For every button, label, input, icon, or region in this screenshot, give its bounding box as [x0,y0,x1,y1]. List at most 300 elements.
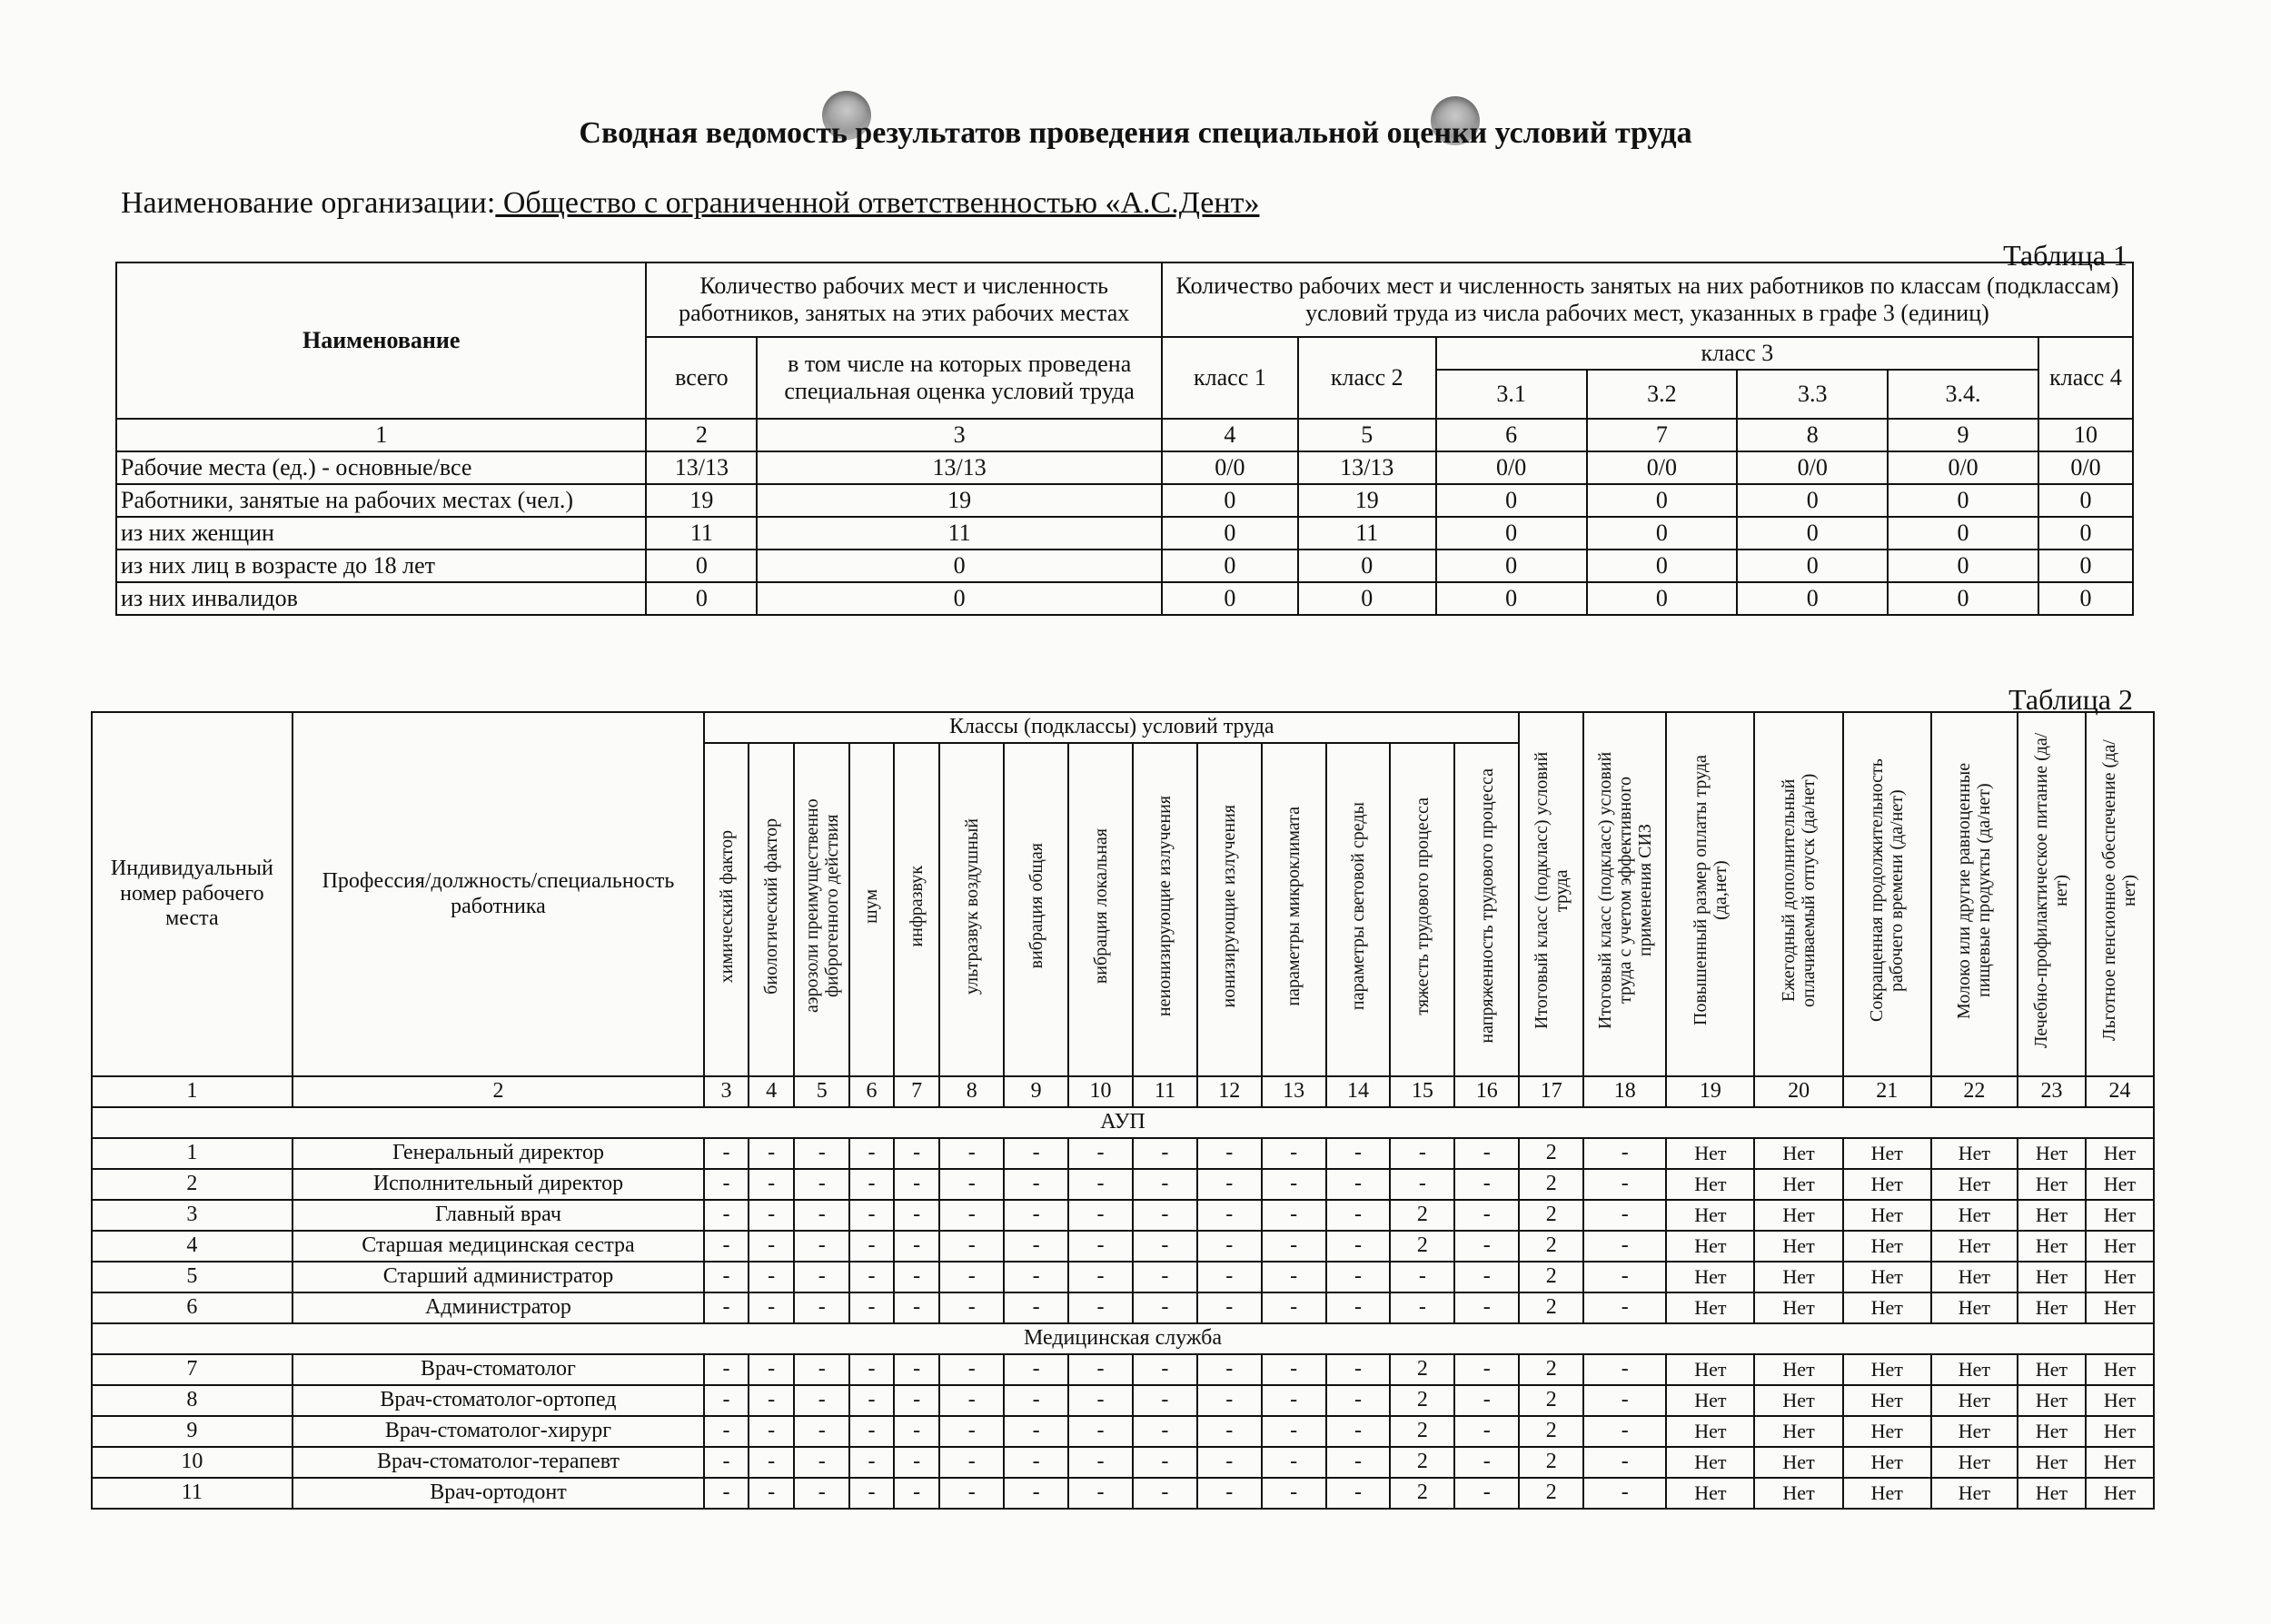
guarantee-cell: Нет [2018,1354,2086,1385]
t1-column-number: 3 [757,419,1162,451]
factor-class-cell: - [1262,1354,1326,1385]
factor-class-cell: 2 [1390,1478,1454,1509]
table-row [92,1200,2154,1231]
t1-row-name: из них женщин [116,517,646,550]
factor-class-cell: - [1004,1169,1068,1200]
factor-class-cell: - [704,1416,749,1447]
t2-header-extra: Сокращенная продолжительность рабочего времени (да/нет) [1843,712,1931,1076]
t2-column-number: 1 [92,1076,293,1107]
t1-cell: 13/13 [757,451,1162,484]
factor-class-cell: - [749,1416,795,1447]
factor-class-cell: 2 [1390,1231,1454,1262]
factor-class-cell: - [704,1478,749,1509]
t1-cell: 0 [2038,582,2133,615]
table-row [92,1292,2154,1323]
factor-class-cell: - [704,1292,749,1323]
t2-header-extra: Лечебно-профилактическое питание (да/нет) [2018,712,2086,1076]
factor-class-cell: - [794,1138,849,1169]
t1-cell: 11 [646,517,757,550]
t1-cell: 0 [1298,582,1436,615]
organization-label: Наименование организации: [121,186,496,220]
factor-class-cell: - [1390,1262,1454,1292]
factor-class-cell: - [1262,1169,1326,1200]
factor-class-cell: - [794,1169,849,1200]
factor-class-cell: - [894,1385,940,1416]
t1-cell: 0 [2038,517,2133,550]
workplace-id: 10 [92,1447,293,1478]
guarantee-cell: Нет [1843,1138,1931,1169]
factor-class-cell: 2 [1390,1447,1454,1478]
profession-name: Администратор [293,1292,705,1323]
table-row [116,451,2133,484]
guarantee-cell: Нет [2086,1138,2154,1169]
t1-row-name: Рабочие места (ед.) - основные/все [116,451,646,484]
factor-class-cell: - [1326,1200,1391,1231]
workplace-id: 2 [92,1169,293,1200]
final-class-siz-cell: - [1583,1169,1666,1200]
t2-header-final-siz: Итоговый класс (подкласс) условий труда с учетом эффективного применения СИЗ [1583,712,1666,1076]
final-class-siz-cell: - [1583,1354,1666,1385]
factor-class-cell: - [939,1385,1004,1416]
table2-label: Таблица 2 [2008,683,2133,716]
guarantee-cell: Нет [2086,1262,2154,1292]
t1-cell: 0 [1737,550,1888,582]
guarantee-cell: Нет [1754,1354,1842,1385]
guarantee-cell: Нет [2086,1447,2154,1478]
guarantee-cell: Нет [2018,1138,2086,1169]
guarantee-cell: Нет [1931,1292,2018,1323]
guarantee-cell: Нет [1666,1231,1754,1262]
t2-column-number: 7 [894,1076,940,1107]
final-class-siz-cell: - [1583,1231,1666,1262]
t1-cell: 0 [1888,517,2038,550]
t2-header-id: Индивидуальный номер рабочего места [92,712,293,1076]
factor-class-cell: - [939,1200,1004,1231]
factor-class-cell: - [1197,1416,1262,1447]
factor-class-cell: - [894,1416,940,1447]
factor-class-cell: - [749,1231,795,1262]
factor-class-cell: - [1197,1292,1262,1323]
factor-class-cell: - [794,1200,849,1231]
t1-cell: 19 [757,484,1162,517]
section-title: АУП [92,1107,2154,1138]
t2-header-extra: Ежегодный дополнительный оплачиваемый отпуск (да/нет) [1754,712,1842,1076]
factor-class-cell: - [704,1447,749,1478]
factor-class-cell: - [1133,1292,1197,1323]
factor-class-cell: - [749,1478,795,1509]
final-class-cell: 2 [1519,1169,1583,1200]
final-class-siz-cell: - [1583,1292,1666,1323]
t1-cell: 0 [1888,484,2038,517]
table-row [92,1231,2154,1262]
factor-class-cell: - [1133,1416,1197,1447]
table-row [92,1385,2154,1416]
t2-column-number: 20 [1754,1076,1842,1107]
t1-cell: 0 [646,550,757,582]
workplaces-table [91,711,2155,1510]
factor-class-cell: - [849,1385,894,1416]
t1-column-number: 6 [1436,419,1587,451]
final-class-siz-cell: - [1583,1262,1666,1292]
table-row [92,1416,2154,1447]
factor-class-cell: - [1326,1447,1391,1478]
t1-cell: 0 [1587,550,1738,582]
guarantee-cell: Нет [1931,1416,2018,1447]
t1-cell: 0 [1298,550,1436,582]
factor-class-cell: - [1197,1447,1262,1478]
profession-name: Старший администратор [293,1262,705,1292]
factor-class-cell: - [1454,1231,1519,1262]
factor-class-cell: - [1326,1292,1391,1323]
factor-class-cell: - [894,1138,940,1169]
guarantee-cell: Нет [1843,1478,1931,1509]
t1-header-sub: 3.2 [1587,370,1738,419]
factor-class-cell: - [849,1169,894,1200]
t2-header-factor: аэрозоли преимущественно фиброгенного действия [794,743,849,1076]
t1-header-classes: Количество рабочих мест и численность занятых на них работников по классам (подклассам) условий труда из числа рабочих мест, указанных в графе 3 (единиц) [1162,262,2133,337]
factor-class-cell: - [704,1169,749,1200]
factor-class-cell: - [1068,1169,1133,1200]
factor-class-cell: - [704,1354,749,1385]
factor-class-cell: - [1326,1169,1391,1200]
t1-column-number: 9 [1888,419,2038,451]
t1-row-name: из них инвалидов [116,582,646,615]
t2-header-factor: ультразвук воздушный [939,743,1004,1076]
factor-class-cell: - [1262,1385,1326,1416]
guarantee-cell: Нет [1754,1262,1842,1292]
guarantee-cell: Нет [2018,1262,2086,1292]
workplace-id: 11 [92,1478,293,1509]
guarantee-cell: Нет [1754,1447,1842,1478]
factor-class-cell: - [1326,1478,1391,1509]
factor-class-cell: - [894,1292,940,1323]
t2-header-factor: вибрация общая [1004,743,1068,1076]
guarantee-cell: Нет [2086,1385,2154,1416]
factor-class-cell: - [794,1447,849,1478]
factor-class-cell: - [939,1262,1004,1292]
guarantee-cell: Нет [1843,1200,1931,1231]
guarantee-cell: Нет [2018,1447,2086,1478]
workplace-id: 9 [92,1416,293,1447]
t1-cell: 0 [757,582,1162,615]
t2-column-number: 21 [1843,1076,1931,1107]
t1-cell: 0 [2038,484,2133,517]
t1-cell: 0 [646,582,757,615]
t1-cell: 0/0 [1587,451,1738,484]
factor-class-cell: - [849,1292,894,1323]
factor-class-cell: - [794,1231,849,1262]
final-class-siz-cell: - [1583,1416,1666,1447]
factor-class-cell: - [1454,1416,1519,1447]
table-row [92,1169,2154,1200]
t1-cell: 0 [1737,484,1888,517]
t1-header-sub: 3.1 [1436,370,1587,419]
guarantee-cell: Нет [1843,1169,1931,1200]
factor-class-cell: - [1004,1354,1068,1385]
workplace-id: 3 [92,1200,293,1231]
t2-column-number: 14 [1326,1076,1391,1107]
t2-column-number: 18 [1583,1076,1666,1107]
guarantee-cell: Нет [2086,1416,2154,1447]
t2-column-number: 23 [2018,1076,2086,1107]
factor-class-cell: - [704,1231,749,1262]
t1-cell: 0 [1436,517,1587,550]
factor-class-cell: - [849,1354,894,1385]
factor-class-cell: - [1197,1231,1262,1262]
t2-header-extra: Льготное пенсионное обеспечение (да/нет) [2086,712,2154,1076]
t1-cell: 0 [1888,550,2038,582]
t2-column-number: 11 [1133,1076,1197,1107]
table-row [116,582,2133,615]
factor-class-cell: - [1326,1138,1391,1169]
t2-header-factor: параметры световой среды [1326,743,1391,1076]
factor-class-cell: - [749,1169,795,1200]
guarantee-cell: Нет [1666,1416,1754,1447]
factor-class-cell: - [749,1138,795,1169]
t1-header-assessed: в том числе на которых проведена специальная оценка условий труда [757,337,1162,419]
workplace-id: 8 [92,1385,293,1416]
guarantee-cell: Нет [1666,1447,1754,1478]
guarantee-cell: Нет [2018,1416,2086,1447]
factor-class-cell: - [1133,1447,1197,1478]
t2-header-factor: ионизирующие излучения [1197,743,1262,1076]
final-class-cell: 2 [1519,1416,1583,1447]
section-row [92,1323,2154,1354]
factor-class-cell: - [1004,1416,1068,1447]
factor-class-cell: - [749,1447,795,1478]
section-title: Медицинская служба [92,1323,2154,1354]
final-class-cell: 2 [1519,1354,1583,1385]
factor-class-cell: - [1262,1138,1326,1169]
t2-column-number: 19 [1666,1076,1754,1107]
t1-header-sub: 3.4. [1888,370,2038,419]
factor-class-cell: - [1068,1447,1133,1478]
t1-cell: 19 [1298,484,1436,517]
final-class-siz-cell: - [1583,1138,1666,1169]
t1-header-class3: класс 3 [1436,337,2038,370]
guarantee-cell: Нет [1843,1292,1931,1323]
factor-class-cell: - [849,1416,894,1447]
factor-class-cell: - [704,1385,749,1416]
guarantee-cell: Нет [1666,1200,1754,1231]
t1-column-number: 2 [646,419,757,451]
factor-class-cell: - [894,1169,940,1200]
factor-class-cell: - [849,1262,894,1292]
factor-class-cell: - [939,1231,1004,1262]
t2-column-number: 17 [1519,1076,1583,1107]
guarantee-cell: Нет [2018,1231,2086,1262]
t2-column-number: 15 [1390,1076,1454,1107]
factor-class-cell: - [939,1292,1004,1323]
t2-header-factor: параметры микроклимата [1262,743,1326,1076]
factor-class-cell: - [1454,1200,1519,1231]
t2-header-factor: вибрация локальная [1068,743,1133,1076]
t2-header-extra: Повышенный размер оплаты труда (да,нет) [1666,712,1754,1076]
factor-class-cell: - [1326,1354,1391,1385]
table-row [92,1478,2154,1509]
factor-class-cell: - [1004,1200,1068,1231]
factor-class-cell: 2 [1390,1200,1454,1231]
factor-class-cell: - [794,1416,849,1447]
profession-name: Старшая медицинская сестра [293,1231,705,1262]
t1-cell: 11 [1298,517,1436,550]
factor-class-cell: - [1262,1478,1326,1509]
factor-class-cell: - [794,1292,849,1323]
t2-column-number: 8 [939,1076,1004,1107]
factor-class-cell: - [849,1447,894,1478]
t2-column-number: 6 [849,1076,894,1107]
factor-class-cell: - [849,1200,894,1231]
guarantee-cell: Нет [1666,1354,1754,1385]
t1-column-number: 8 [1737,419,1888,451]
factor-class-cell: - [749,1200,795,1231]
final-class-cell: 2 [1519,1478,1583,1509]
guarantee-cell: Нет [2018,1385,2086,1416]
t2-header-extra: Молоко или другие равноценные пищевые продукты (да/нет) [1931,712,2018,1076]
t1-cell: 0 [1587,517,1738,550]
t1-header-name: Наименование [116,262,646,419]
factor-class-cell: - [1326,1416,1391,1447]
t1-header-sub: 3.3 [1737,370,1888,419]
factor-class-cell: - [939,1169,1004,1200]
workplace-id: 1 [92,1138,293,1169]
t1-header-class2: класс 2 [1298,337,1436,419]
factor-class-cell: - [1262,1231,1326,1262]
guarantee-cell: Нет [1931,1478,2018,1509]
factor-class-cell: - [1133,1169,1197,1200]
t1-header-total: всего [646,337,757,419]
guarantee-cell: Нет [2018,1169,2086,1200]
guarantee-cell: Нет [2086,1354,2154,1385]
guarantee-cell: Нет [1931,1262,2018,1292]
factor-class-cell: - [794,1478,849,1509]
factor-class-cell: - [1197,1200,1262,1231]
factor-class-cell: - [1068,1292,1133,1323]
factor-class-cell: - [704,1138,749,1169]
factor-class-cell: - [939,1416,1004,1447]
factor-class-cell: - [749,1292,795,1323]
factor-class-cell: - [1133,1354,1197,1385]
factor-class-cell: - [1454,1262,1519,1292]
guarantee-cell: Нет [1754,1231,1842,1262]
factor-class-cell: - [1197,1169,1262,1200]
factor-class-cell: - [1133,1200,1197,1231]
factor-class-cell: - [1068,1478,1133,1509]
t1-cell: 13/13 [646,451,757,484]
profession-name: Врач-ортодонт [293,1478,705,1509]
factor-class-cell: - [1326,1231,1391,1262]
factor-class-cell: - [1454,1292,1519,1323]
factor-class-cell: - [894,1231,940,1262]
t1-cell: 11 [757,517,1162,550]
factor-class-cell: 2 [1390,1354,1454,1385]
factor-class-cell: - [894,1478,940,1509]
final-class-cell: 2 [1519,1231,1583,1262]
t2-column-number: 4 [749,1076,795,1107]
t1-cell: 0/0 [1888,451,2038,484]
final-class-cell: 2 [1519,1138,1583,1169]
factor-class-cell: - [894,1262,940,1292]
t1-header-class4: класс 4 [2038,337,2133,419]
factor-class-cell: - [1068,1262,1133,1292]
guarantee-cell: Нет [2018,1292,2086,1323]
t1-cell: 0 [1436,550,1587,582]
t1-cell: 0 [1587,484,1738,517]
factor-class-cell: - [1454,1138,1519,1169]
factor-class-cell: - [939,1138,1004,1169]
t1-cell: 0 [1436,582,1587,615]
profession-name: Врач-стоматолог-ортопед [293,1385,705,1416]
factor-class-cell: - [1068,1200,1133,1231]
factor-class-cell: - [1326,1385,1391,1416]
guarantee-cell: Нет [1754,1478,1842,1509]
guarantee-cell: Нет [2018,1478,2086,1509]
t1-column-number: 4 [1162,419,1298,451]
guarantee-cell: Нет [1754,1385,1842,1416]
t1-column-number: 5 [1298,419,1436,451]
factor-class-cell: - [894,1200,940,1231]
guarantee-cell: Нет [1754,1138,1842,1169]
profession-name: Главный врач [293,1200,705,1231]
factor-class-cell: - [1004,1292,1068,1323]
factor-class-cell: - [1004,1231,1068,1262]
factor-class-cell: - [1004,1138,1068,1169]
t1-column-number: 10 [2038,419,2133,451]
final-class-siz-cell: - [1583,1447,1666,1478]
t2-column-number: 22 [1931,1076,2018,1107]
t1-cell: 0/0 [1162,451,1298,484]
guarantee-cell: Нет [1666,1385,1754,1416]
t2-column-number: 24 [2086,1076,2154,1107]
factor-class-cell: - [794,1262,849,1292]
guarantee-cell: Нет [1843,1416,1931,1447]
organization-line [121,186,1259,221]
factor-class-cell: - [1454,1354,1519,1385]
t1-cell: 0/0 [2038,451,2133,484]
t2-column-number: 13 [1262,1076,1326,1107]
factor-class-cell: - [1454,1478,1519,1509]
t1-cell: 0 [1162,550,1298,582]
t1-row-name: Работники, занятые на рабочих местах (чел.) [116,484,646,517]
table-row [92,1262,2154,1292]
t1-column-number: 1 [116,419,646,451]
factor-class-cell: - [1454,1447,1519,1478]
final-class-cell: 2 [1519,1447,1583,1478]
profession-name: Исполнительный директор [293,1169,705,1200]
guarantee-cell: Нет [2086,1200,2154,1231]
t1-cell: 0 [1162,582,1298,615]
t1-header-count: Количество рабочих мест и численность работников, занятых на этих рабочих местах [646,262,1162,337]
document-title: Сводная ведомость результатов проведения специальной оценки условий труда [579,116,1692,150]
guarantee-cell: Нет [1843,1447,1931,1478]
factor-class-cell: - [794,1385,849,1416]
t2-column-number: 3 [704,1076,749,1107]
factor-class-cell: - [1133,1478,1197,1509]
factor-class-cell: - [1133,1262,1197,1292]
profession-name: Врач-стоматолог [293,1354,705,1385]
final-class-cell: 2 [1519,1200,1583,1231]
section-row [92,1107,2154,1138]
guarantee-cell: Нет [1666,1138,1754,1169]
t1-cell: 0/0 [1436,451,1587,484]
factor-class-cell: - [1004,1478,1068,1509]
guarantee-cell: Нет [1666,1292,1754,1323]
table-row [116,550,2133,582]
factor-class-cell: - [1262,1416,1326,1447]
factor-class-cell: - [1068,1354,1133,1385]
guarantee-cell: Нет [1931,1200,2018,1231]
guarantee-cell: Нет [1754,1416,1842,1447]
